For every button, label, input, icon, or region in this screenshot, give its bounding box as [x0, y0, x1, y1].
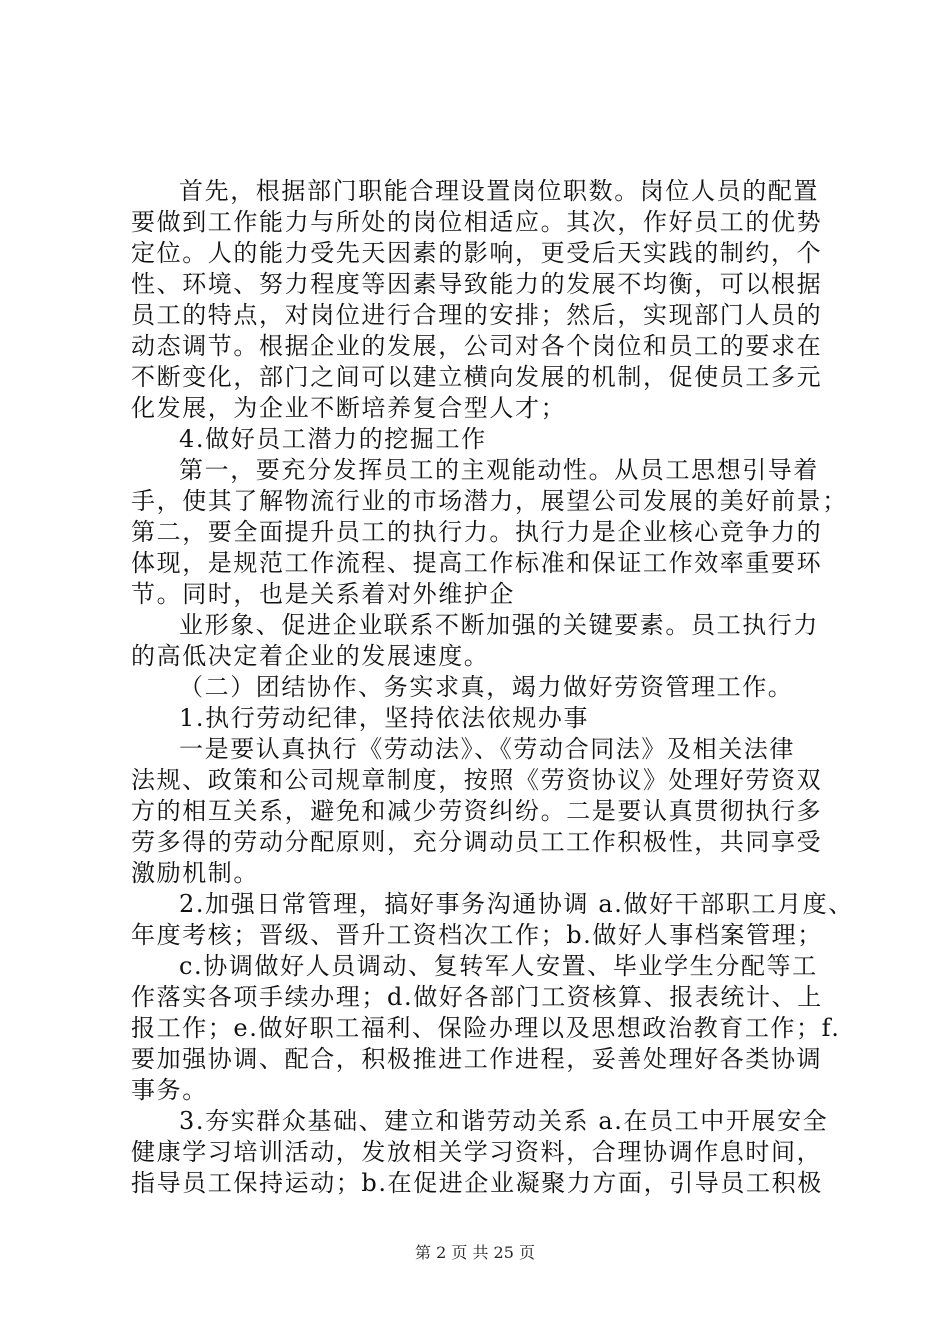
section-heading: （二）团结协作、务实求真，竭力做好劳资管理工作。 [179, 673, 794, 701]
text-line: 劳多得的劳动分配原则，充分调动员工工作积极性，共同享受 [131, 828, 823, 856]
text-line: 一是要认真执行《劳动法》、《劳动合同法》及相关法律 [179, 735, 795, 763]
text-line: 报工作；e.做好职工福利、保险办理以及思想政治教育工作；f. [131, 1014, 841, 1042]
text-line: 业形象、促进企业联系不断加强的关键要素。员工执行力 [179, 611, 819, 639]
section-heading: 1.执行劳动纪律，坚持依法依规办事 [179, 704, 590, 732]
text-line: 3.夯实群众基础、建立和谐劳动关系 a.在员工中开展安全 [179, 1107, 829, 1135]
text-line: 指导员工保持运动；b.在促进企业凝聚力方面，引导员工积极 [131, 1169, 823, 1197]
text-line: 手，使其了解物流行业的市场潜力，展望公司发展的美好前景； [131, 487, 848, 515]
text-line: 体现，是规范工作流程、提高工作标准和保证工作效率重要环 [131, 549, 823, 577]
text-line: 化发展，为企业不断培养复合型人才； [131, 394, 567, 422]
text-line: 定位。人的能力受先天因素的影响，更受后天实践的制约，个 [131, 239, 823, 267]
text-line: 第二，要全面提升员工的执行力。执行力是企业核心竞争力的 [131, 518, 823, 546]
text-line: 激励机制。 [131, 859, 259, 887]
text-line: 事务。 [131, 1076, 208, 1104]
text-line: 年度考核；晋级、晋升工资档次工作；b.做好人事档案管理； [131, 921, 823, 949]
text-line: 方的相互关系，避免和减少劳资纠纷。二是要认真贯彻执行多 [131, 797, 823, 825]
text-line: 法规、政策和公司规章制度，按照《劳资协议》处理好劳资双 [131, 766, 823, 794]
text-line: 第一，要充分发挥员工的主观能动性。从员工思想引导着 [179, 456, 819, 484]
text-line: 作落实各项手续办理；d.做好各部门工资核算、报表统计、上 [131, 983, 823, 1011]
text-line: 员工的特点，对岗位进行合理的安排；然后，实现部门人员的 [131, 301, 823, 329]
text-line: 健康学习培训活动，发放相关学习资料，合理协调作息时间， [131, 1138, 823, 1166]
text-line: 要做到工作能力与所处的岗位相适应。其次，作好员工的优势 [131, 208, 823, 236]
section-heading: 4.做好员工潜力的挖掘工作 [179, 425, 487, 453]
page-number-footer: 第 2 页 共 25 页 [415, 1243, 535, 1262]
text-line: 动态调节。根据企业的发展，公司对各个岗位和员工的要求在 [131, 332, 823, 360]
text-line: c.协调做好人员调动、复转军人安置、毕业学生分配等工 [179, 952, 818, 980]
text-line: 首先，根据部门职能合理设置岗位职数。岗位人员的配置 [179, 177, 819, 205]
text-line: 不断变化，部门之间可以建立横向发展的机制，促使员工多元 [131, 363, 823, 391]
text-line: 要加强协调、配合，积极推进工作进程，妥善处理好各类协调 [131, 1045, 823, 1073]
text-line: 节。同时，也是关系着对外维护企 [131, 580, 515, 608]
document-body [131, 176, 854, 1199]
text-line: 的高低决定着企业的发展速度。 [131, 642, 490, 670]
text-line: 2.加强日常管理，搞好事务沟通协调 a.做好干部职工月度、 [179, 890, 854, 918]
text-line: 性、环境、努力程度等因素导致能力的发展不均衡，可以根据 [131, 270, 823, 298]
